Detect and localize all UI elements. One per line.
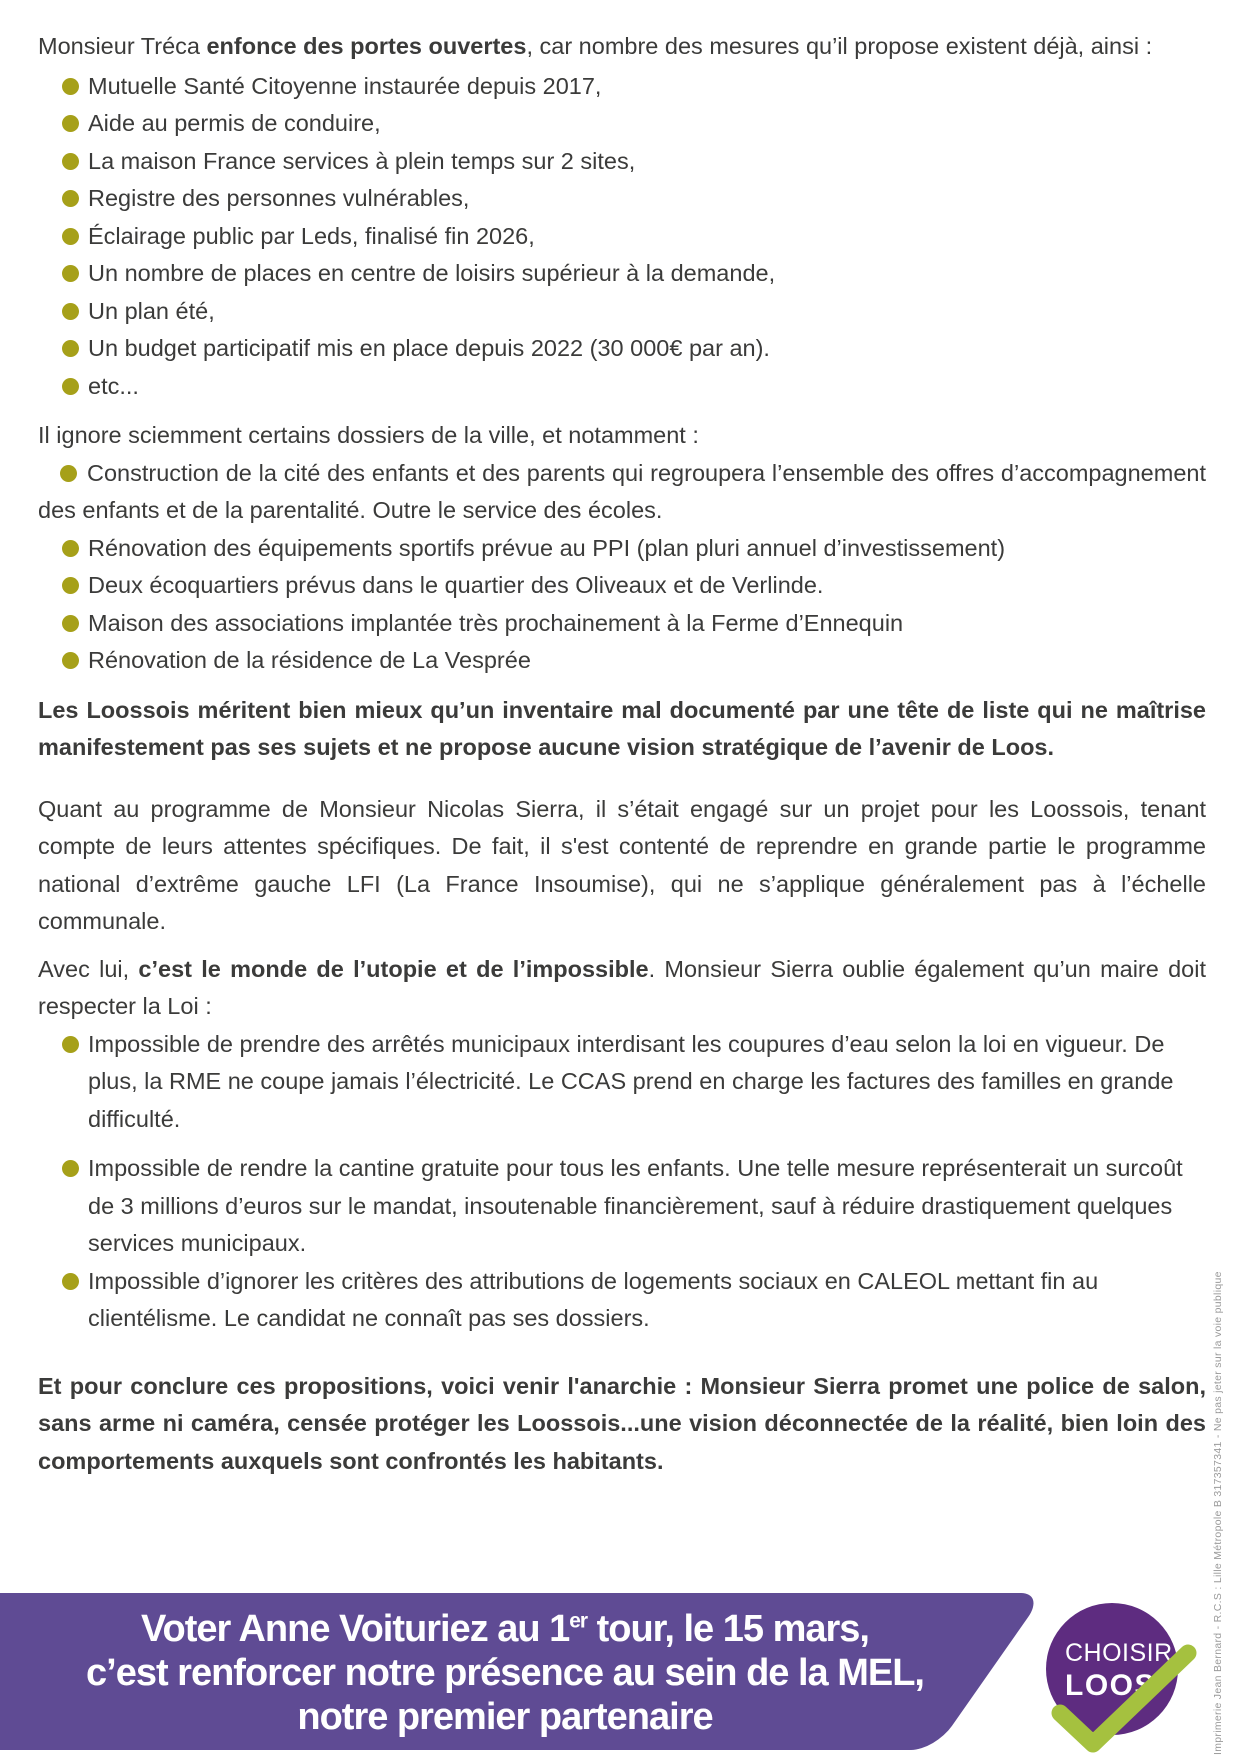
bullet-icon [62, 1160, 79, 1177]
bullet-icon [62, 265, 79, 282]
list-item [38, 105, 1206, 143]
list-item-text: Deux écoquartiers prévus dans le quartier des Oliveaux et de Verlinde. [88, 572, 824, 598]
list-item [38, 368, 1206, 406]
list-item-text: Construction de la cité des enfants et des parents qui regroupera l’ensemble des offres d’accompagnement des enfants et de la parentalité. Outre le service des écoles. [38, 459, 1206, 523]
ordinal-superscript: er [569, 1609, 588, 1633]
vote-banner-line2: c’est renforcer notre présence au sein de la MEL, [86, 1652, 924, 1694]
checkmark-icon [1048, 1641, 1198, 1755]
list-item-text: Impossible d’ignorer les critères des attributions de logements sociaux en CALEOL mettant fin au clientélisme. Le candidat ne connaît pas ses dossiers. [88, 1267, 1099, 1331]
avec-lui-text-end: . Monsieur Sierra oublie également qu’un maire doit respecter la Loi : [38, 955, 1206, 1019]
bullet-icon [62, 115, 79, 132]
bullet-icon [62, 228, 79, 245]
list-item-text: etc... [88, 372, 139, 399]
avec-lui-paragraph [38, 951, 1206, 1026]
list-item [38, 68, 1206, 106]
sierra-program-paragraph: Quant au programme de Monsieur Nicolas Sierra, il s’était engagé sur un projet pour les Loossois, tenant compte de leurs attentes spécifiques. De fait, il s'est contenté de reprendre en grande partie le programme national d’extrême gauche LFI (La France Insoumise), qui ne s’applique généralement pas à l’échelle communale. [38, 795, 1206, 934]
list-item [38, 330, 1206, 368]
bullet-icon [62, 615, 79, 632]
list-item [38, 530, 1206, 568]
list-item-text: Rénovation de la résidence de La Vesprée [88, 647, 531, 673]
logo-choisir-text: CHOISIR [1065, 1639, 1173, 1667]
vote-banner-line3: notre premier partenaire [297, 1696, 713, 1738]
list-item-text: Un plan été, [88, 297, 215, 324]
list-item-text: Rénovation des équipements sportifs prévue au PPI (plan pluri annuel d’investissement) [88, 534, 1006, 561]
list-item-text: Impossible de prendre des arrêtés municipaux interdisant les coupures d’eau selon la loi en vigueur. De plus, la RME ne coupe jamais l’électricité. Le CCAS prend en charge les factures des familles en grande difficulté. [88, 1030, 1174, 1132]
bullet-icon [62, 378, 79, 395]
bullet-icon [62, 540, 79, 557]
vote-banner-text [0, 1607, 1010, 1739]
conclusion-paragraph: Et pour conclure ces propositions, voici venir l'anarchie : Monsieur Sierra promet une police de salon, sans arme ni caméra, censée protéger les Loossois...une vision déconnectée de la réalité, bien loin des comportements auxquels sont confrontés les habitants. [38, 1372, 1206, 1474]
list-item-text: Impossible de rendre la cantine gratuite pour tous les enfants. Une telle mesure représenterait un surcoût de 3 millions d’euros sur le mandat, insoutenable financièrement, sauf à réduire drastiquement quelques services municipaux. [88, 1155, 1183, 1256]
list-item-text: Un budget participatif mis en place depuis 2022 (30 000€ par an). [88, 335, 770, 361]
bullet-icon [62, 303, 79, 320]
list-item [38, 1263, 1206, 1338]
logo-loos-text: LOOS [1065, 1669, 1157, 1702]
list-item [38, 1150, 1206, 1263]
choisir-loos-logo [1046, 1603, 1180, 1755]
printer-legal-note: Imprimerie Jean Bernard - R.C.S : Lille Métropole B 317357341 - Ne pas jeter sur la voie publique [1212, 1271, 1224, 1755]
list-item [38, 455, 1206, 530]
list-item [38, 605, 1206, 643]
list-item-text: Éclairage public par Leds, finalisé fin 2026, [88, 222, 535, 249]
impossible-list [38, 1026, 1206, 1338]
loossois-statement: Les Loossois méritent bien mieux qu’un inventaire mal documenté par une tête de liste qui ne maîtrise manifestement pas ses sujets et ne propose aucune vision stratégique de l’avenir de Loos. [38, 696, 1206, 760]
avec-lui-text: Avec lui, [38, 955, 139, 982]
intro-text-end: , car nombre des mesures qu’il propose existent déjà, ainsi : [526, 33, 1153, 59]
intro-bold-text: enfonce des portes ouvertes [206, 33, 527, 59]
list-item-text: Maison des associations implantée très prochainement à la Ferme d’Ennequin [88, 609, 904, 636]
bullet-icon [62, 1273, 79, 1290]
avec-lui-bold-text: c’est le monde de l’utopie et de l’impossible [138, 955, 649, 982]
list-item [38, 218, 1206, 256]
bullet-icon [60, 465, 77, 482]
bullet-icon [62, 153, 79, 170]
list-item [38, 1026, 1206, 1139]
list-item-text: Aide au permis de conduire, [88, 110, 381, 136]
list-item-text: Un nombre de places en centre de loisirs supérieur à la demande, [88, 260, 776, 286]
bullet-icon [62, 1036, 79, 1053]
list-item [38, 293, 1206, 331]
bullet-icon [62, 190, 79, 207]
list-item [38, 642, 1206, 680]
intro-paragraph [38, 28, 1206, 66]
list-item [38, 180, 1206, 218]
list-item [38, 255, 1206, 293]
list-item-text: La maison France services à plein temps sur 2 sites, [88, 147, 636, 174]
intro-text: Monsieur Tréca [38, 33, 207, 59]
flyer-body [38, 28, 1206, 1480]
existing-measures-list [38, 68, 1206, 406]
list-item-text: Registre des personnes vulnérables, [88, 185, 470, 211]
list-item [38, 567, 1206, 605]
bullet-icon [62, 577, 79, 594]
vote-banner-line1: Voter Anne Voituriez au 1er tour, le 15 mars, [141, 1608, 869, 1650]
list-item [38, 143, 1206, 181]
ignored-files-heading: Il ignore sciemment certains dossiers de la ville, et notamment : [38, 422, 699, 448]
bullet-icon [62, 652, 79, 669]
ignored-files-list [38, 455, 1206, 680]
bullet-icon [62, 340, 79, 357]
list-item-text: Mutuelle Santé Citoyenne instaurée depuis 2017, [88, 72, 602, 99]
bullet-icon [62, 78, 79, 95]
